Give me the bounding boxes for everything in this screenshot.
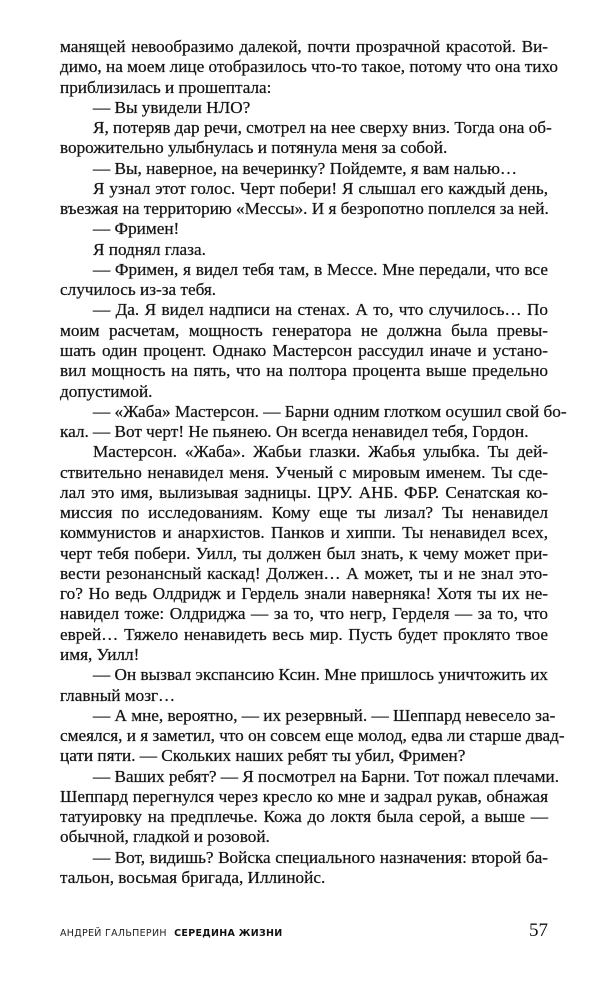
paragraph: [60, 118, 552, 159]
text-line: еврей… Тяжело ненавидеть весь мир. Пусть будет проклято твое: [60, 624, 548, 644]
text-line: — Ваших ребят? — Я посмотрел на Барни. Тот пожал плечами.: [93, 766, 560, 786]
running-footer: [60, 928, 283, 939]
text-line: ворожительно улыбнулась и потянула меня за собой.: [60, 138, 448, 158]
text-line: — Фримен!: [93, 219, 180, 239]
text-line: вести резонансный каскад! Должен… А может, ты и не знал это-: [60, 563, 548, 583]
text-line: лал это имя, вылизывая задницы. ЦРУ. АНБ. ФБР. Сенатская ко-: [60, 482, 548, 502]
text-line: приблизилась и прошептала:: [60, 77, 272, 97]
footer-book-title: СЕРЕДИНА ЖИЗНИ: [174, 928, 283, 939]
paragraph: [60, 300, 548, 401]
text-line: цати пяти. — Скольких наших ребят ты убил, Фримен?: [60, 746, 466, 766]
paragraph: [60, 159, 548, 179]
paragraph: [60, 260, 548, 301]
text-line: имя, Уилл!: [60, 644, 140, 664]
text-line: миссия по исследованиям. Кому еще ты лизал? Ты ненавидел: [60, 503, 548, 523]
text-line: обычной, гладкой и розовой.: [60, 827, 270, 847]
text-line: кал. — Вот черт! Не пьянею. Он всегда ненавидел тебя, Гордон.: [60, 422, 529, 442]
text-line: въезжая на территорию «Мессы». И я безропотно поплелся за ней.: [60, 199, 549, 219]
paragraph: [60, 98, 548, 118]
paragraph: [60, 848, 548, 889]
text-line: ствительно ненавидел меня. Ученый с мировым именем. Ты сде-: [60, 462, 548, 482]
text-line: — «Жаба» Мастерсон. — Барни одним глотком осушил свой бо-: [93, 401, 567, 421]
paragraph: [60, 766, 560, 848]
text-line: — Фримен, я видел тебя там, в Мессе. Мне передали, что все: [93, 259, 548, 279]
text-line: смеялся, и я заметил, что он совсем еще молод, едва ли старше двад-: [60, 726, 565, 746]
footer-author: АНДРЕЙ ГАЛЬПЕРИН: [60, 928, 167, 939]
text-line: Я, потеряв дар речи, смотрел на нее сверху вниз. Тогда она об-: [93, 118, 552, 138]
text-line: черт тебя побери. Уилл, ты должен был знать, к чему может при-: [60, 543, 548, 563]
text-line: случилось из-за тебя.: [60, 280, 217, 300]
paragraph: [60, 37, 559, 98]
text-line: вил мощность на пять, что на полтора процента выше предельно: [60, 361, 548, 381]
text-line: Мастерсон. «Жаба». Жабьи глазки. Жабья улыбка. Ты дей-: [93, 442, 548, 462]
paragraph: [60, 401, 567, 443]
page-body-text: [60, 37, 567, 888]
paragraph: [60, 179, 548, 220]
text-line: Я поднял глаза.: [93, 239, 206, 259]
text-line: допустимой.: [60, 381, 153, 401]
text-line: — Вы, наверное, на вечеринку? Пойдемте, я вам налью…: [93, 158, 518, 178]
text-line: манящей невообразимо далекой, почти прозрачной красотой. Ви-: [60, 37, 548, 56]
text-line: шать один процент. Однако Мастерсон рассудил иначе и устано-: [60, 340, 548, 360]
paragraph: [60, 665, 548, 706]
text-line: — Он вызвал экспансию Ксин. Мне пришлось уничтожить их: [93, 665, 548, 685]
text-line: димо, на моем лице отобразилось что-то такое, потому что она тихо: [60, 57, 559, 77]
page-footer: [60, 920, 548, 946]
text-line: — А мне, вероятно, — их резервный. — Шеппард невесело за-: [93, 705, 556, 725]
text-line: Я узнал этот голос. Черт побери! Я слышал его каждый день,: [93, 178, 548, 198]
paragraph: [60, 442, 548, 665]
text-line: Шеппард перегнулся через кресло ко мне и задрал рукав, обнажая: [60, 786, 548, 806]
paragraph: [60, 219, 548, 239]
text-line: татуировку на предплечье. Кожа до локтя была серой, а выше —: [60, 807, 548, 827]
text-line: — Вот, видишь? Войска специального назначения: второй ба-: [93, 847, 548, 867]
paragraph: [60, 705, 565, 767]
text-line: коммунистов и анархистов. Панков и хиппи. Ты ненавидел всех,: [60, 523, 548, 543]
text-line: навидел тоже: Олдриджа — за то, что негр, Герделя — за то, что: [60, 604, 548, 624]
text-line: — Да. Я видел надписи на стенах. А то, что случилось… По: [93, 300, 548, 320]
page-number: 57: [529, 920, 548, 941]
paragraph: [60, 240, 548, 260]
text-line: главный мозг…: [60, 685, 176, 705]
text-line: го? Но ведь Олдридж и Гердель знали наверняка! Хотя ты их не-: [60, 584, 548, 604]
text-line: моим расчетам, мощность генератора не должна была превы-: [60, 320, 548, 340]
text-line: — Вы увидели НЛО?: [93, 97, 251, 117]
text-line: тальон, восьмая бригада, Иллинойс.: [60, 867, 326, 887]
